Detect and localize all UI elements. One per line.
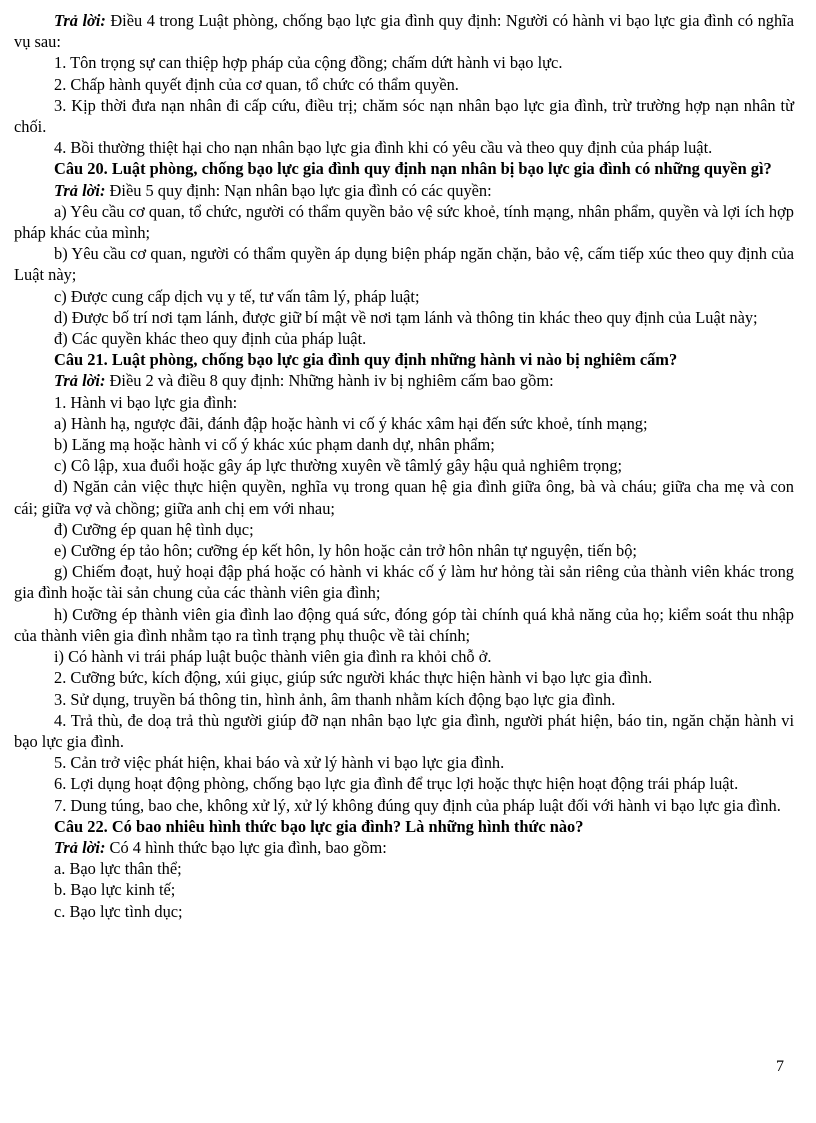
- q19-answer-intro: Trả lời: Điều 4 trong Luật phòng, chống bạo lực gia đình quy định: Người có hành vi bạo lực gia đình có nghĩa vụ sau:: [14, 11, 794, 52]
- q20-item: a) Yêu cầu cơ quan, tổ chức, người có thẩm quyền bảo vệ sức khoẻ, tính mạng, nhân phẩm, quyền và lợi ích hợp pháp khác của mình;: [14, 201, 794, 243]
- q21-item: 5. Cản trở việc phát hiện, khai báo và xử lý hành vi bạo lực gia đình.: [54, 753, 505, 773]
- q21-heading: Câu 21. Luật phòng, chống bạo lực gia đình quy định những hành vi nào bị nghiêm cấm?: [54, 350, 678, 370]
- page-number: 7: [776, 1058, 784, 1075]
- q21-item: c) Cô lập, xua đuổi hoặc gây áp lực thường xuyên về tâmlý gây hậu quả nghiêm trọng;: [54, 456, 623, 476]
- answer-label: Trả lời:: [54, 371, 106, 391]
- q22-answer-intro: Trả lời: Có 4 hình thức bạo lực gia đình, bao gồm:: [54, 837, 387, 857]
- answer-label: Trả lời:: [54, 837, 106, 857]
- q21-item: h) Cưỡng ép thành viên gia đình lao động quá sức, đóng góp tài chính quá khả năng của họ; kiểm soát thu nhập của thành viên gia đình nhằm tạo ra tình trạng phụ thuộc về tài chính;: [14, 604, 794, 645]
- q20-item: b) Yêu cầu cơ quan, người có thẩm quyền áp dụng biện pháp ngăn chặn, bảo vệ, cấm tiếp xúc theo quy định của Luật này;: [14, 244, 794, 285]
- q21-item: 2. Cưỡng bức, kích động, xúi giục, giúp sức người khác thực hiện hành vi bạo lực gia đình.: [54, 668, 653, 688]
- q21-item: b) Lăng mạ hoặc hành vi cố ý khác xúc phạm danh dự, nhân phẩm;: [54, 435, 495, 455]
- q21-item: 3. Sử dụng, truyền bá thông tin, hình ảnh, âm thanh nhằm kích động bạo lực gia đình.: [54, 689, 616, 709]
- q21-item: i) Có hành vi trái pháp luật buộc thành viên gia đình ra khỏi chỗ ở.: [54, 647, 492, 667]
- q20-answer-intro: Trả lời: Điều 5 quy định: Nạn nhân bạo lực gia đình có các quyền:: [54, 180, 492, 200]
- q19-item: 2. Chấp hành quyết định của cơ quan, tổ chức có thẩm quyền.: [54, 74, 459, 94]
- q21-item: 4. Trả thù, đe doạ trả thù người giúp đỡ nạn nhân bạo lực gia đình, người phát hiện, báo tin, ngăn chặn hành vi bạo lực gia đình.: [14, 710, 794, 751]
- q22-item: b. Bạo lực kinh tế;: [54, 880, 176, 900]
- answer-label: Trả lời:: [54, 180, 106, 200]
- answer-label: Trả lời:: [54, 11, 106, 30]
- q22-item: c. Bạo lực tình dục;: [54, 901, 183, 921]
- q21-item: a) Hành hạ, ngược đãi, đánh đập hoặc hành vi cố ý khác xâm hại đến sức khoẻ, tính mạng;: [54, 413, 648, 433]
- q22-heading: Câu 22. Có bao nhiêu hình thức bạo lực gia đình? Là những hình thức nào?: [54, 816, 584, 836]
- q21-item: 1. Hành vi bạo lực gia đình:: [54, 392, 238, 412]
- document-page: [14, 10, 794, 922]
- q19-item: 4. Bồi thường thiệt hại cho nạn nhân bạo lực gia đình khi có yêu cầu và theo quy định của pháp luật.: [54, 138, 713, 158]
- q21-answer-intro: Trả lời: Điều 2 và điều 8 quy định: Những hành iv bị nghiêm cấm bao gồm:: [54, 371, 554, 391]
- q21-item: g) Chiếm đoạt, huỷ hoại đập phá hoặc có hành vi khác cố ý làm hư hỏng tài sản riêng của thành viên khác trong gia đình hoặc tài sản chung của các thành viên gia đình;: [14, 562, 794, 603]
- q20-heading: Câu 20. Luật phòng, chống bạo lực gia đình quy định nạn nhân bị bạo lực gia đình có những quyền gì?: [54, 159, 772, 179]
- q21-item: 7. Dung túng, bao che, không xử lý, xử lý không đúng quy định của pháp luật đối với hành vi bạo lực gia đình.: [54, 795, 781, 815]
- q20-item: đ) Các quyền khác theo quy định của pháp luật.: [54, 329, 367, 349]
- q21-item: đ) Cưỡng ép quan hệ tình dục;: [54, 519, 254, 539]
- q21-item: d) Ngăn cản việc thực hiện quyền, nghĩa vụ trong quan hệ gia đình giữa ông, bà và cháu; giữa cha mẹ và con cái; giữa vợ và chồng; giữa anh chị em với nhau;: [14, 477, 794, 518]
- q20-item: d) Được bố trí nơi tạm lánh, được giữ bí mật về nơi tạm lánh và thông tin khác theo quy định của Luật này;: [54, 307, 758, 327]
- q21-item: e) Cưỡng ép tảo hôn; cưỡng ép kết hôn, ly hôn hoặc cản trở hôn nhân tự nguyện, tiến bộ;: [54, 541, 637, 561]
- q21-item: 6. Lợi dụng hoạt động phòng, chống bạo lực gia đình để trục lợi hoặc thực hiện hoạt động trái pháp luật.: [54, 774, 739, 794]
- q22-item: a. Bạo lực thân thể;: [54, 859, 182, 879]
- q20-item: c) Được cung cấp dịch vụ y tế, tư vấn tâm lý, pháp luật;: [54, 286, 420, 306]
- q19-item: 3. Kịp thời đưa nạn nhân đi cấp cứu, điều trị; chăm sóc nạn nhân bạo lực gia đình, trừ trường hợp nạn nhân từ chối.: [14, 95, 794, 137]
- q19-item: 1. Tôn trọng sự can thiệp hợp pháp của cộng đồng; chấm dứt hành vi bạo lực.: [54, 53, 563, 73]
